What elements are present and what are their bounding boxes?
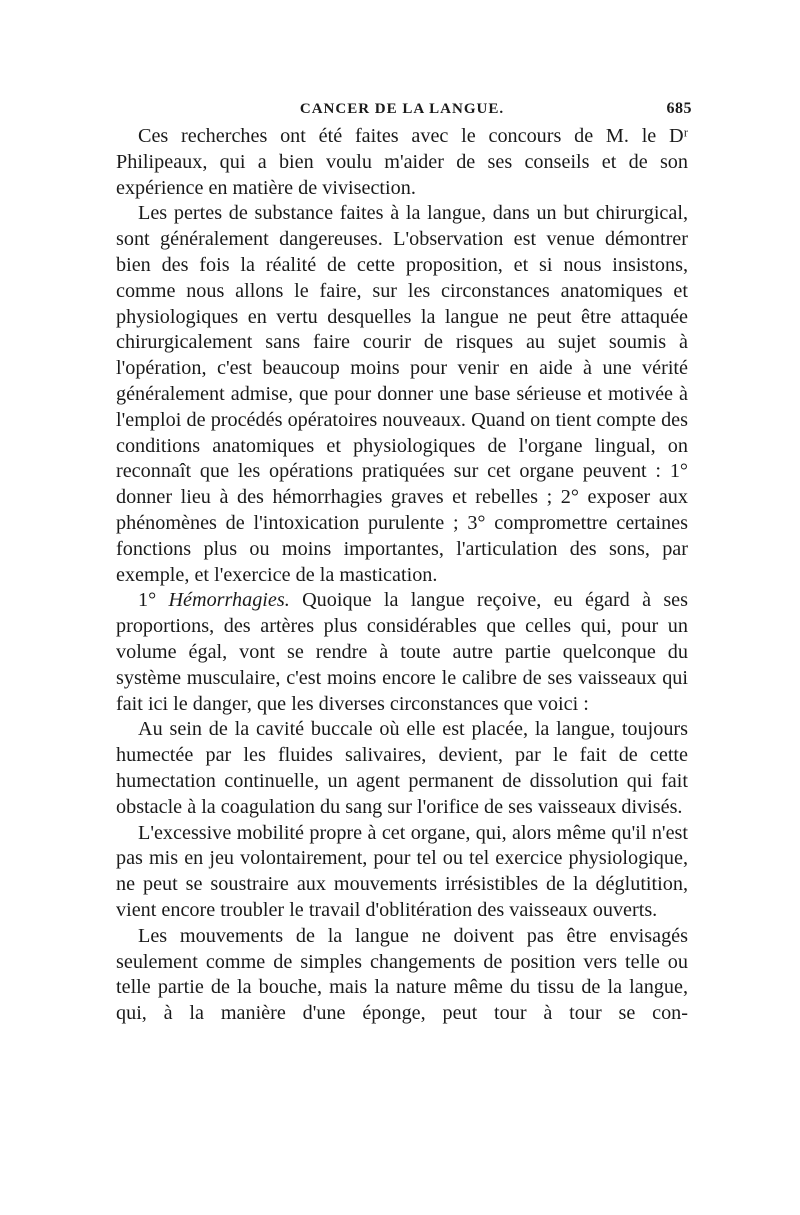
section-title: Hémorrhagies.: [168, 589, 290, 612]
paragraph-6: Les mouvements de la langue ne doivent pas être envisagés seulement comme de simples changements de position vers telle ou telle partie de la bouche, mais la nature même du tissu de la langue, qui, à la manière d'une éponge, peut tour à tour se con-: [116, 924, 688, 1025]
running-title: CANCER DE LA LANGUE.: [299, 101, 505, 117]
paragraph-1: Ces recherches ont été faites avec le concours de M. le Dʳ Philipeaux, qui a bien voulu m'aider de ses conseils et de son expérience en matière de vivisection.: [116, 125, 688, 199]
paragraph-4: Au sein de la cavité buccale où elle est placée, la langue, toujours humectée par les fluides salivaires, devient, par le fait de cette humectation continuelle, un agent permanent de dissolution qui fait obstacle à la coagulation du sang sur l'orifice de ses vaisseaux divisés.: [116, 718, 688, 818]
page-number: 685: [666, 100, 692, 117]
paragraph-2: Les pertes de substance faites à la langue, dans un but chirurgical, sont généralement dangereuses. L'observation est venue démontrer bien des fois la réalité de cette proposition, et si nous insistons, comme nous allons le faire, sur les circonstances anatomiques et physiologiques en vertu desquelles la langue ne peut être attaquée chirurgicalement sans faire courir de risques au sujet soumis à l'opération, c'est beaucoup moins pour venir en aide à une vérité généralement admise, que pour donner une base sérieuse et motivée à l'emploi de procédés opératoires nouveaux. Quand on tient compte des conditions anatomiques et physiologiques de l'organe lingual, on reconnaît que les opérations pratiquées sur cet organe peuvent : 1° donner lieu à des hémorrhagies graves et rebelles ; 2° exposer aux phénomènes de l'intoxication purulente ; 3° compromettre certaines fonctions plus ou moins importantes, l'articulation des sons, par exemple, et l'exercice de la mastication.: [116, 202, 688, 586]
paragraph-3: [116, 588, 688, 717]
book-page: [116, 98, 692, 1027]
paragraph-5: L'excessive mobilité propre à cet organe, qui, alors même qu'il n'est pas mis en jeu volontairement, pour tel ou tel exercice physiologique, ne peut se soustraire aux mouvements irrésistibles de la déglutition, vient encore troubler le travail d'oblitération des vaisseaux ouverts.: [116, 821, 688, 921]
paragraph-3-text: Quoique la langue reçoive, eu égard à ses proportions, des artères plus considérables que celles qui, pour un volume égal, vont se rendre à toute autre partie quelconque du système musculaire, c'est moins encore le calibre de ses vaisseaux qui fait ici le danger, que les diverses circonstances que voici :: [116, 589, 688, 715]
section-number: 1°: [138, 589, 157, 612]
running-head: [116, 98, 692, 124]
body-text: [116, 124, 688, 1027]
